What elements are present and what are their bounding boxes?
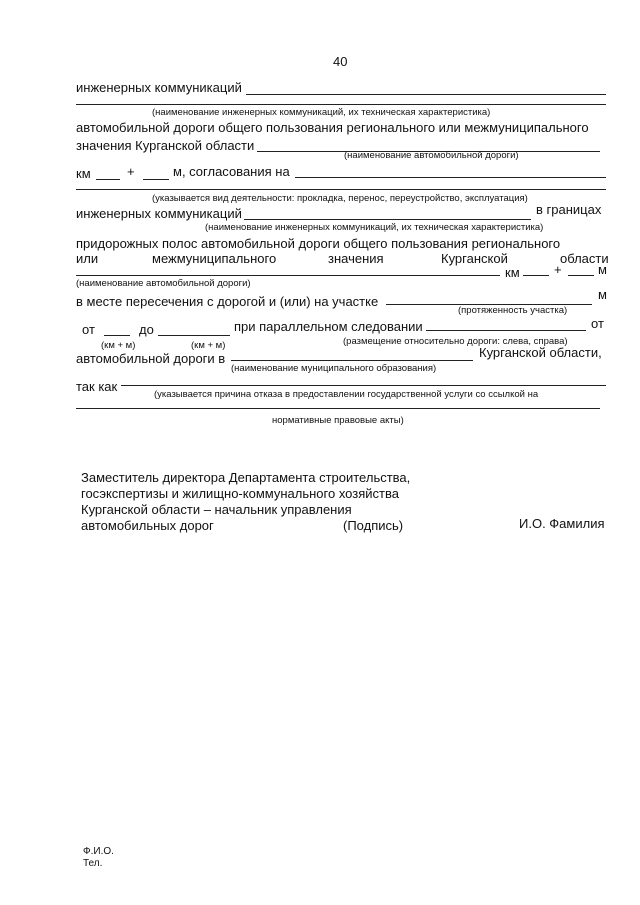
km-label: км [76,166,91,181]
communications-label-2: инженерных коммуникаций [76,206,242,221]
caption-legal-acts: нормативные правовые акты) [272,415,404,426]
activity-type-field-2[interactable] [76,189,606,190]
region-significance-label: значения Курганской области [76,138,255,153]
road-text-line: автомобильной дороги общего пользования регионального или межмуниципального [76,120,589,135]
road-in-label: автомобильной дороги в [76,351,226,366]
footer-tel: Тел. [83,858,103,869]
roadside-text-line: придорожных полос автомобильной дороги общего пользования регионального [76,236,561,251]
because-label: так как [76,379,118,394]
to-label: до [139,322,154,337]
m-field-2[interactable] [568,275,594,276]
caption-communications: (наименование инженерных коммуникаций, их техническая характеристика) [152,107,491,118]
km-label-2: км [505,265,520,280]
km-field[interactable] [96,179,120,180]
word-or: или [76,251,99,266]
kurgan-region-label: Курганской области, [479,345,602,360]
signer-name: И.О. Фамилия [519,516,605,531]
signer-title-line-4: автомобильных дорог [81,518,214,533]
road-name-field-2[interactable] [76,275,500,276]
plus-sign-2: + [554,262,562,277]
signer-title-line-2: госэкспертизы и жилищно-коммунального хозяйства [81,486,399,501]
caption-to-km: (км + м) [191,340,226,351]
word-intermunicipal: межмуниципального [152,251,277,266]
refusal-reason-field-2[interactable] [76,408,600,409]
word-kurgan: Курганской [441,251,508,266]
word-significance: значения [328,251,384,266]
agreement-label: м, согласования на [173,164,290,179]
caption-road-name: (наименование автомобильной дороги) [344,150,519,161]
signature-placeholder: (Подпись) [343,518,404,533]
placement-field[interactable] [426,330,586,331]
caption-activity-type: (указывается вид деятельности: прокладка, перенос, переустройство, эксплуатация) [152,193,528,204]
from-label-2: от [591,316,604,331]
footer-fio: Ф.И.О. [83,846,114,857]
m-label-2: м [598,262,607,277]
caption-placement: (размещение относительно дороги: слева, справа) [343,336,568,347]
line-engineering-communications-label: инженерных коммуникаций [76,80,242,95]
caption-municipality: (наименование муниципального образования) [231,363,437,374]
caption-road-name-2: (наименование автомобильной дороги) [76,278,251,289]
municipality-field[interactable] [231,360,473,361]
km-field-2[interactable] [523,275,549,276]
plus-sign: + [127,164,135,179]
from-label: от [82,322,95,337]
caption-communications-2: (наименование инженерных коммуникаций, их техническая характеристика) [205,222,544,233]
engineering-communications-field[interactable] [246,94,606,95]
intersection-label: в месте пересечения с дорогой и (или) на участке [76,294,379,309]
caption-from-km: (км + м) [101,340,136,351]
parallel-label: при параллельном следовании [234,319,423,334]
communications-field-2[interactable] [244,219,531,220]
activity-type-field[interactable] [295,177,606,178]
to-field[interactable] [158,335,230,336]
within-boundaries-label: в границах [536,202,602,217]
word-region: области [560,251,609,266]
m-field[interactable] [143,179,169,180]
m-label-3: м [598,287,607,302]
from-field[interactable] [104,335,130,336]
signer-title-line-1: Заместитель директора Департамента строительства, [81,470,411,485]
caption-section-length: (протяженность участка) [458,305,568,316]
refusal-reason-field[interactable] [121,385,606,386]
page-number: 40 [333,54,348,69]
caption-refusal-reason: (указывается причина отказа в предоставлении государственной услуги со ссылкой на [154,389,539,400]
engineering-communications-field-2[interactable] [76,104,606,105]
signer-title-line-3: Курганской области – начальник управления [81,502,352,517]
